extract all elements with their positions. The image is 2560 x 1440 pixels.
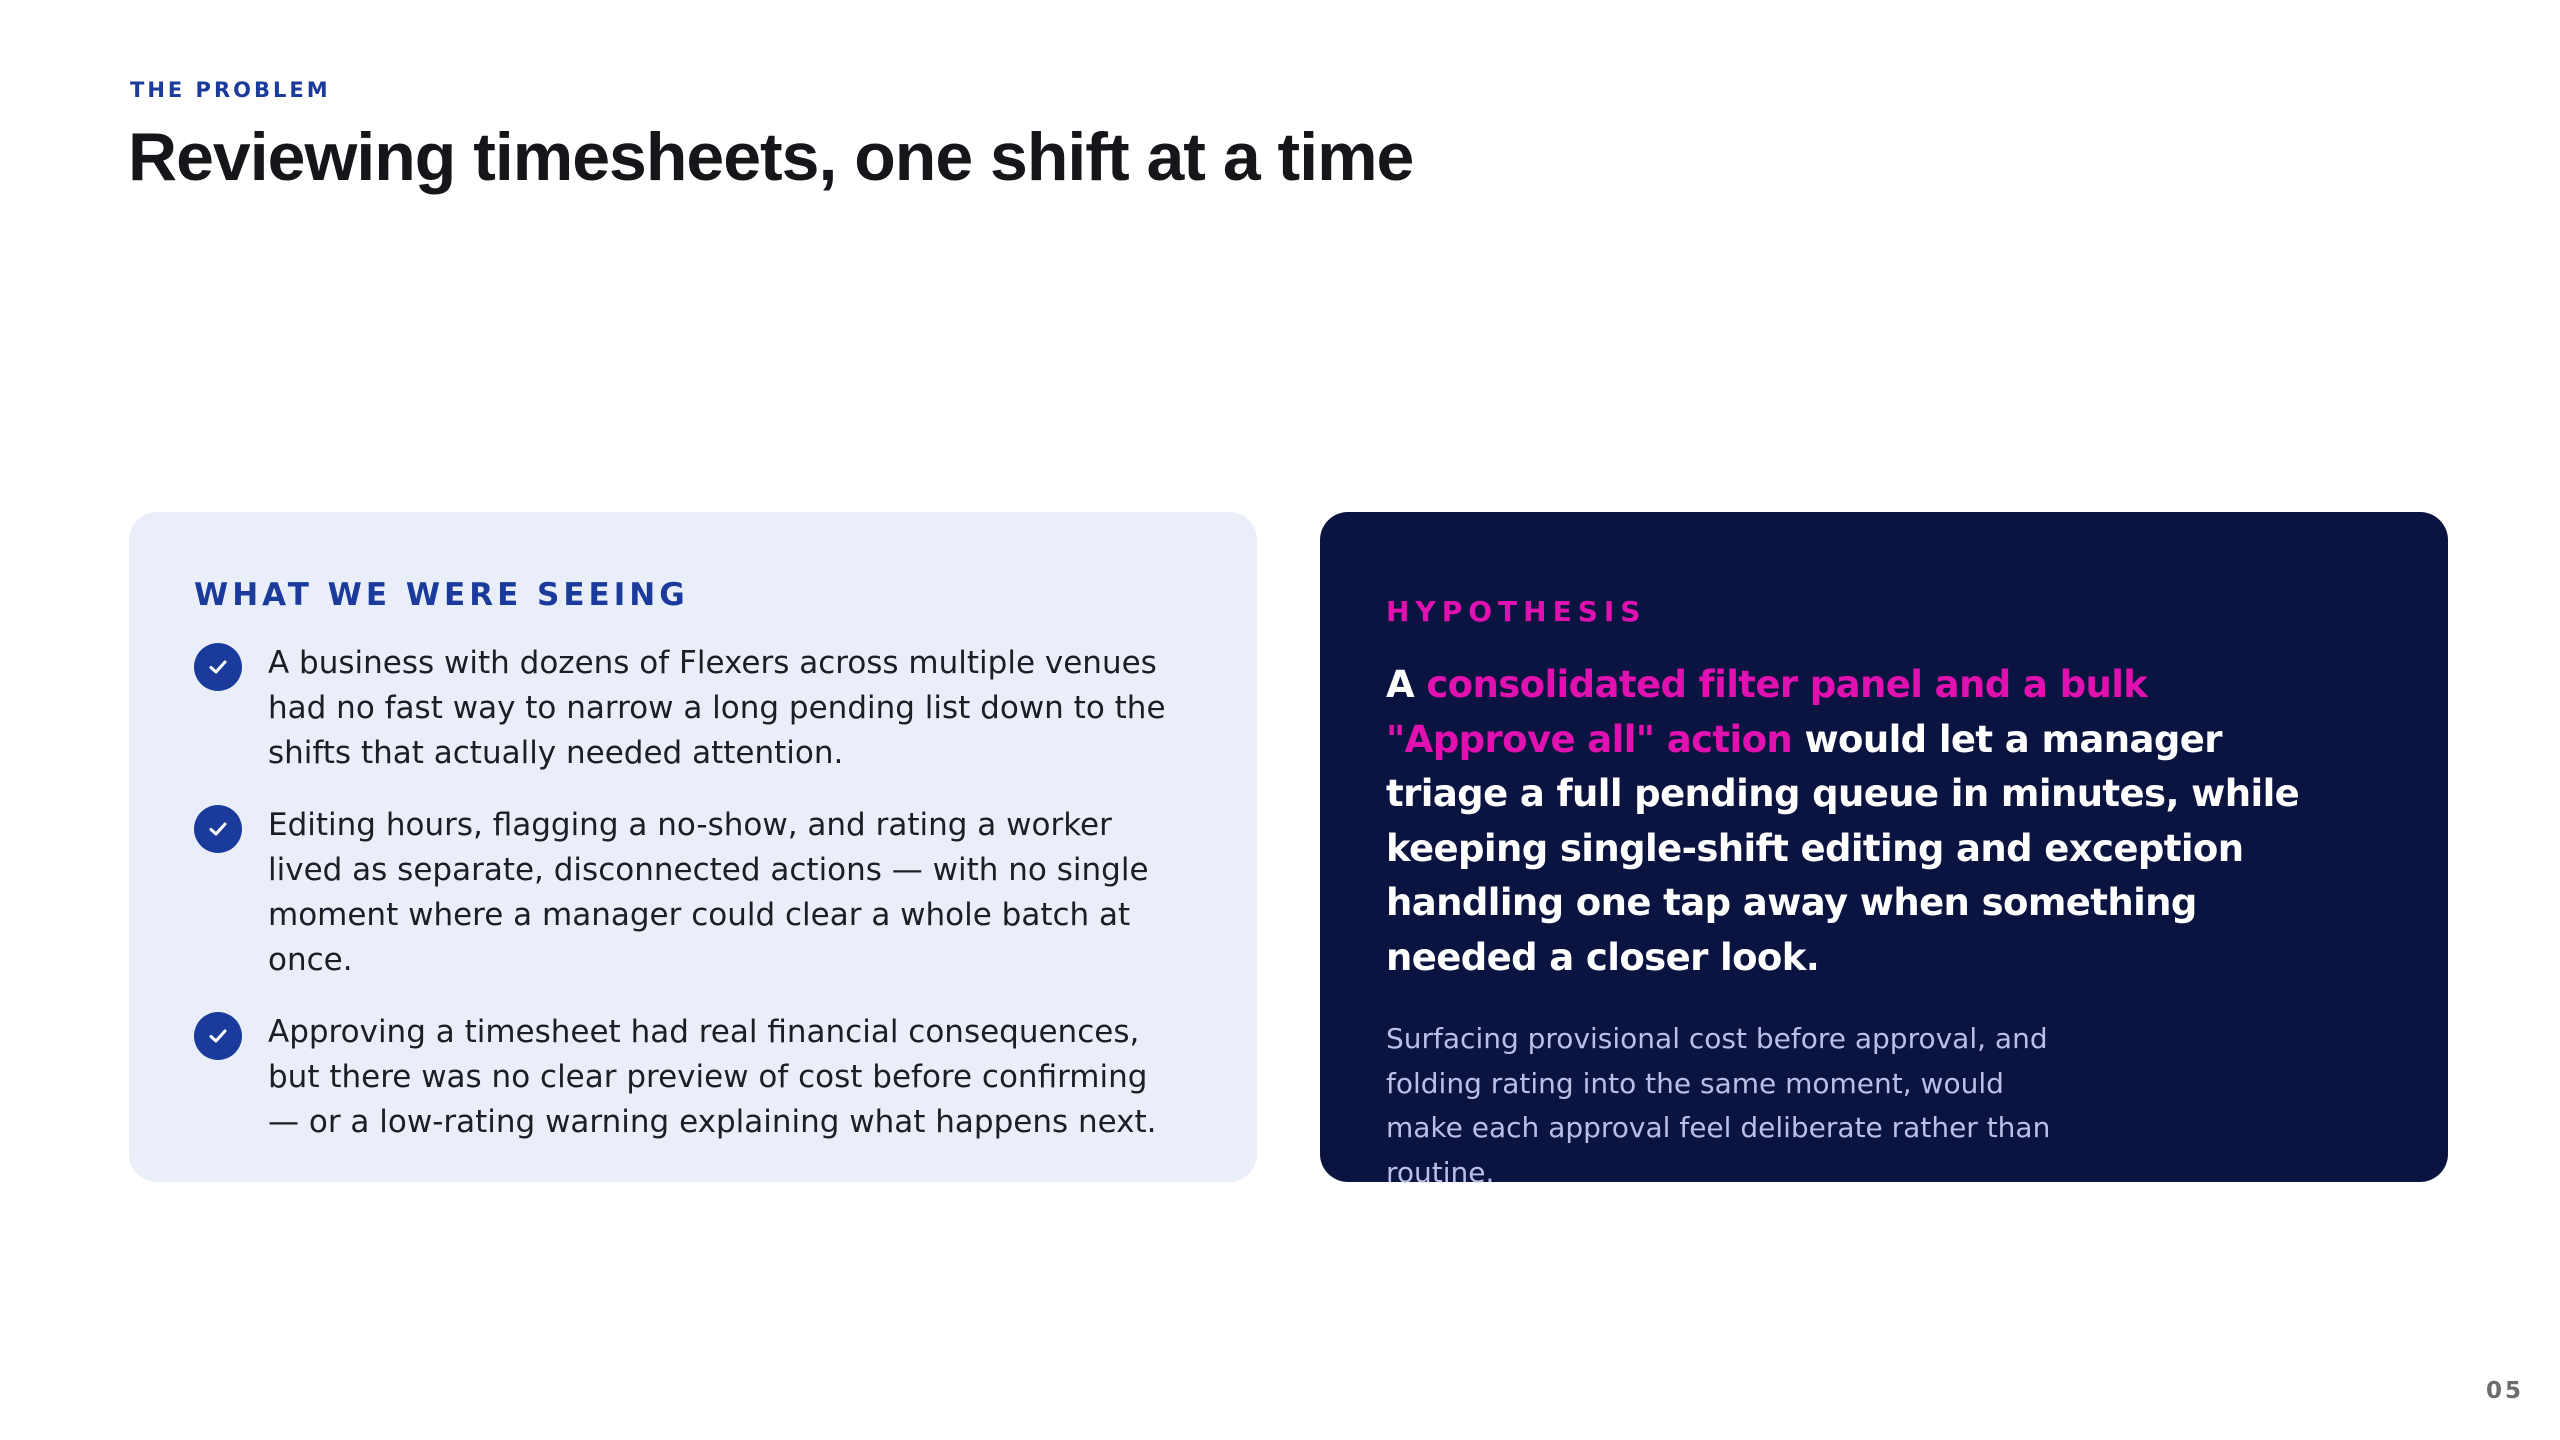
list-item <box>194 1010 1191 1145</box>
check-circle-icon <box>194 1012 242 1060</box>
list-item-text: A business with dozens of Flexers across multiple venues had no fast way to narrow a long pending list down to the shifts that actually needed attention. <box>268 645 1166 771</box>
observations-list <box>194 641 1191 1145</box>
hypothesis-statement-lead: A <box>1386 663 1427 706</box>
hypothesis-card <box>1320 512 2448 1189</box>
list-item <box>194 641 1191 776</box>
slide-eyebrow: THE PROBLEM <box>130 78 331 102</box>
hypothesis-statement-rest: would let a manager triage a full pending queue in minutes, while keeping single-shift editing and exception handling one tap away when something needed a closer look. <box>1386 717 2300 979</box>
list-item-text: Editing hours, flagging a no-show, and rating a worker lived as separate, disconnected actions — with no single moment where a manager could clear a whole batch at once. <box>268 807 1149 978</box>
page-number: 05 <box>2485 1378 2524 1404</box>
slide-title: Reviewing timesheets, one shift at a time <box>128 119 1414 195</box>
hypothesis-label: HYPOTHESIS <box>1386 595 1647 628</box>
hypothesis-statement-highlight: consolidated filter panel and a bulk "Approve all" action <box>1386 663 2148 761</box>
list-item <box>194 803 1191 983</box>
hypothesis-supporting-text: Surfacing provisional cost before approval, and folding rating into the same moment, would make each approval feel deliberate rather than routine. <box>1386 1022 2051 1189</box>
check-circle-icon <box>194 643 242 691</box>
check-circle-icon <box>194 805 242 853</box>
hypothesis-statement <box>1386 658 2346 985</box>
list-item-text: Approving a timesheet had real financial consequences, but there was no clear preview of cost before confirming — or a low-rating warning explaining what happens next. <box>268 1014 1157 1140</box>
observations-card <box>129 512 1257 1182</box>
observations-heading: WHAT WE WERE SEEING <box>194 577 689 613</box>
